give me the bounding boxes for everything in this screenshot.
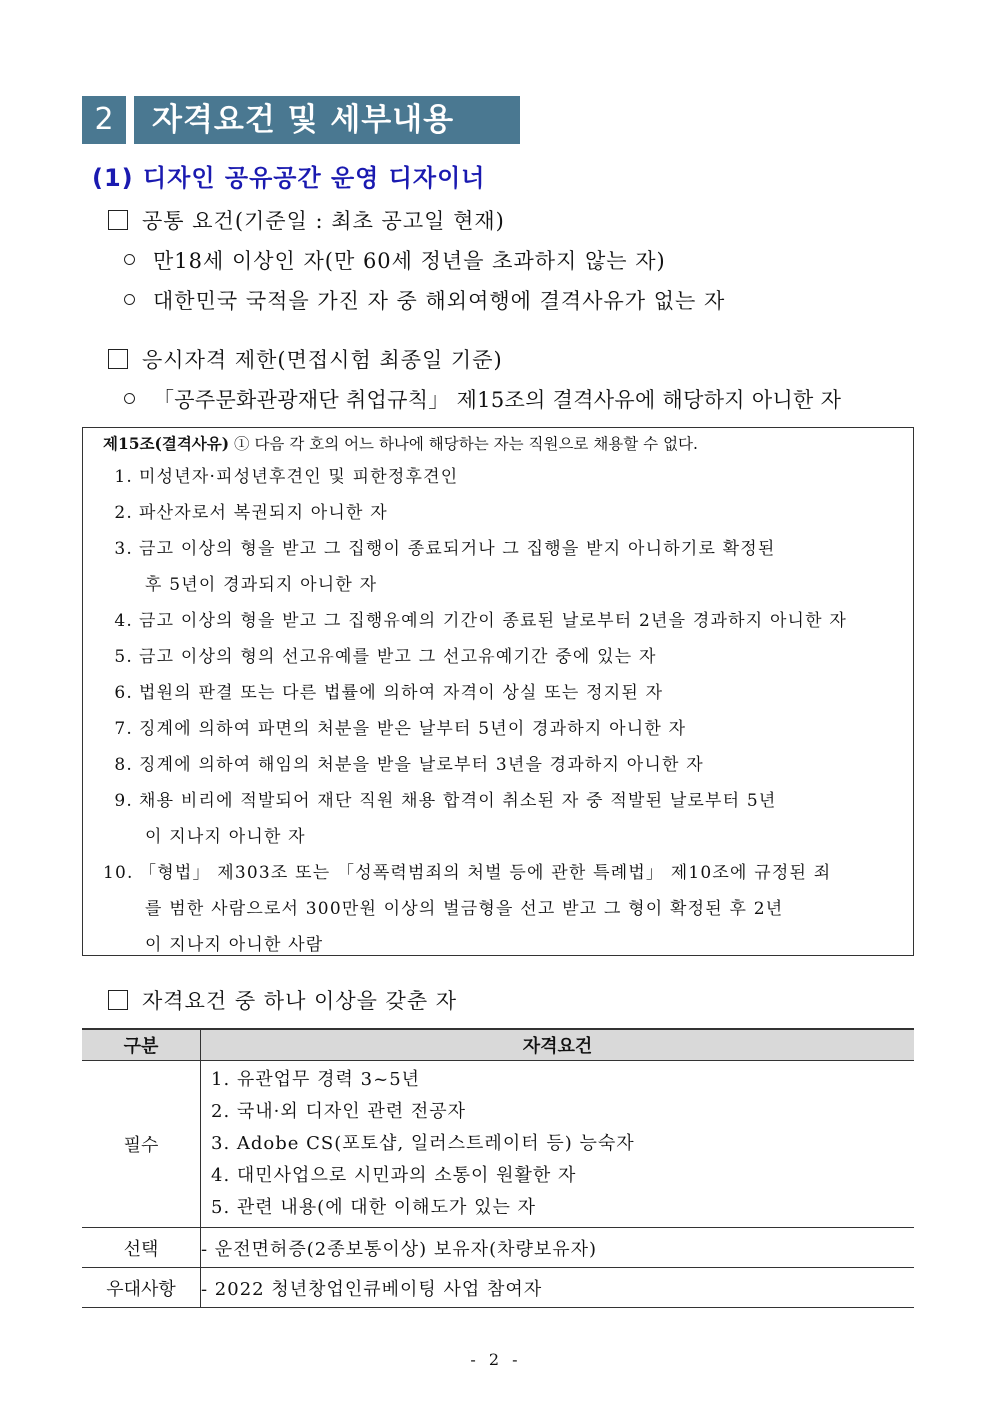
- rule-item-number: 6.: [114, 683, 133, 703]
- rule-item-text: 금고 이상의 형을 받고 그 집행유예의 기간이 종료된 날로부터 2년을 경과하지 아니한 자: [139, 611, 848, 631]
- table-header-row: [82, 1029, 914, 1061]
- table-row-preferred: [82, 1268, 914, 1308]
- required-item: 1. 유관업무 경력 3~5년: [211, 1069, 421, 1090]
- optional-requirement: - 운전면허증(2종보통이상) 보유자(차량보유자): [201, 1228, 915, 1268]
- common-requirements-heading: 공통 요건(기준일 : 최초 공고일 현재): [108, 205, 505, 235]
- section-number: 2: [82, 96, 126, 144]
- rule-item-text: 를 범한 사람으로서 300만원 이상의 벌금형을 선고 받고 그 형이 확정된 후 2년: [145, 899, 784, 919]
- required-item: 5. 관련 내용(에 대한 이해도가 있는 자: [211, 1197, 536, 1218]
- qualification-table: [82, 1028, 914, 1308]
- rule-item-text: 금고 이상의 형의 선고유예를 받고 그 선고유예기간 중에 있는 자: [139, 647, 657, 667]
- rule-item-text: 법원의 판결 또는 다른 법률에 의하여 자격이 상실 또는 정지된 자: [139, 683, 664, 703]
- table-header-category: 구분: [82, 1029, 201, 1061]
- rule-item-line: [103, 534, 776, 559]
- required-item: 3. Adobe CS(포토샵, 일러스트레이터 등) 능숙자: [211, 1133, 635, 1154]
- rule-item-text: 징계에 의하여 파면의 처분을 받은 날부터 5년이 경과하지 아니한 자: [139, 719, 687, 739]
- row-label-preferred: 우대사항: [82, 1268, 201, 1308]
- rule-item-line: [103, 858, 831, 883]
- rule-item-text: 금고 이상의 형을 받고 그 집행이 종료되거나 그 집행을 받지 아니하기로 확정된: [139, 539, 776, 559]
- rule-article-box: [82, 427, 914, 956]
- square-bullet-icon: [108, 990, 128, 1010]
- common-requirement-item: 대한민국 국적을 가진 자 중 해외여행에 결격사유가 없는 자: [124, 285, 725, 315]
- row-label-optional: 선택: [82, 1228, 201, 1268]
- square-bullet-icon: [108, 349, 128, 369]
- rule-item-text: 채용 비리에 적발되어 재단 직원 채용 합격이 취소된 자 중 적발된 날로부터 5년: [139, 791, 777, 811]
- rule-item-line: [103, 750, 704, 775]
- circle-bullet-icon: [124, 393, 135, 404]
- rule-item-number: 7.: [114, 719, 133, 739]
- rule-item-line: [103, 930, 323, 955]
- restriction-item: 「공주문화관광재단 취업규칙」 제15조의 결격사유에 해당하지 아니한 자: [124, 384, 841, 414]
- rule-item-line: [103, 570, 377, 595]
- qualification-heading: 자격요건 중 하나 이상을 갖춘 자: [108, 985, 457, 1015]
- common-requirement-item: 만18세 이상인 자(만 60세 정년을 초과하지 않는 자): [124, 245, 666, 275]
- rule-item-text: 이 지나지 아니한 사람: [145, 935, 324, 955]
- rule-item-line: [103, 678, 663, 703]
- circle-bullet-icon: [124, 254, 135, 265]
- rule-item-number: 5.: [114, 647, 133, 667]
- rule-item-number: 1.: [114, 467, 133, 487]
- required-item: 2. 국내·외 디자인 관련 전공자: [211, 1101, 467, 1122]
- rule-item-text: 이 지나지 아니한 자: [145, 827, 306, 847]
- rule-item-line: [103, 894, 783, 919]
- rule-item-text: 징계에 의하여 해임의 처분을 받을 날로부터 3년을 경과하지 아니한 자: [139, 755, 704, 775]
- rule-item-text: 미성년자·피성년후견인 및 피한정후견인: [139, 467, 459, 487]
- subsection-title: (1) 디자인 공유공간 운영 디자이너: [92, 164, 486, 192]
- table-row-optional: [82, 1228, 914, 1268]
- table-header-requirements: 자격요건: [201, 1029, 915, 1061]
- rule-item-number: 2.: [114, 503, 133, 523]
- rule-item-text: 후 5년이 경과되지 아니한 자: [145, 575, 378, 595]
- rule-item-line: [103, 606, 847, 631]
- preferred-requirement: - 2022 청년창업인큐베이팅 사업 참여자: [201, 1268, 915, 1308]
- row-label-required: 필수: [82, 1061, 201, 1228]
- rule-item-line: [103, 822, 306, 847]
- required-item: 4. 대민사업으로 시민과의 소통이 원활한 자: [211, 1165, 577, 1186]
- rule-item-number: 8.: [114, 755, 133, 775]
- rule-item-text: 파산자로서 복권되지 아니한 자: [139, 503, 388, 523]
- page-number: - 2 -: [470, 1350, 522, 1369]
- rule-item-number: 4.: [114, 611, 133, 631]
- rule-item-number: 10.: [103, 863, 134, 883]
- rule-item-line: [103, 642, 657, 667]
- rule-item-text: 「형법」 제303조 또는 「성폭력범죄의 처벌 등에 관한 특례법」 제10조에 규정된 죄: [139, 863, 832, 883]
- table-row-required: [82, 1061, 914, 1228]
- rule-item-line: [103, 498, 388, 523]
- rule-article-heading: 제15조(결격사유) ① 다음 각 호의 어느 하나에 해당하는 자는 직원으로 채용할 수 없다.: [103, 434, 698, 453]
- rule-item-line: [103, 462, 458, 487]
- rule-item-line: [103, 786, 777, 811]
- rule-item-number: 9.: [114, 791, 133, 811]
- rule-item-number: 3.: [114, 539, 133, 559]
- square-bullet-icon: [108, 210, 128, 230]
- rule-item-line: [103, 714, 686, 739]
- restriction-heading: 응시자격 제한(면접시험 최종일 기준): [108, 344, 503, 374]
- section-title: 자격요건 및 세부내용: [134, 96, 520, 144]
- circle-bullet-icon: [124, 294, 135, 305]
